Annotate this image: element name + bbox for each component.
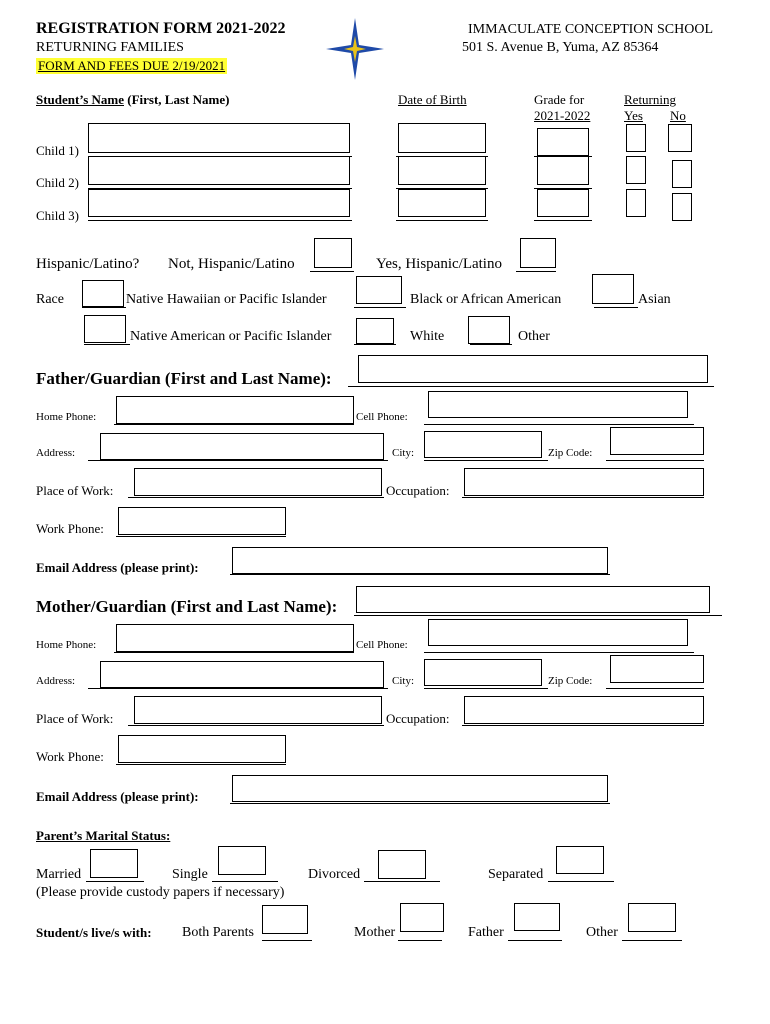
mother-work-phone-input[interactable] xyxy=(118,735,286,763)
returning-no-header: No xyxy=(670,108,686,123)
mother-name-input[interactable] xyxy=(356,586,710,613)
child-3-returning-no-checkbox[interactable] xyxy=(672,193,692,221)
father-work-phone-label: Work Phone: xyxy=(36,521,104,536)
mother-occupation-input[interactable] xyxy=(464,696,704,724)
yes-hispanic-label: Yes, Hispanic/Latino xyxy=(376,256,502,272)
student-name-header: Student’s Name (First, Last Name) xyxy=(36,92,230,107)
father-name-input[interactable] xyxy=(358,355,708,383)
race-black-label: Black or African American xyxy=(410,292,562,307)
lives-with-other-label: Other xyxy=(586,925,618,940)
marital-married-label: Married xyxy=(36,867,82,882)
race-asian-checkbox[interactable] xyxy=(592,274,634,304)
child-1-returning-yes-checkbox[interactable] xyxy=(626,124,646,152)
father-heading: Father/Guardian (First and Last Name): xyxy=(36,369,332,388)
star-logo-icon xyxy=(326,18,384,80)
mother-address-input[interactable] xyxy=(100,661,384,688)
child-1-grade-input[interactable] xyxy=(537,128,589,156)
race-native-american-label: Native American or Pacific Islander xyxy=(130,329,332,344)
father-work-place-label: Place of Work: xyxy=(36,483,114,498)
father-work-place-input[interactable] xyxy=(134,468,382,496)
lives-with-both-checkbox[interactable] xyxy=(262,905,308,934)
marital-single-label: Single xyxy=(172,867,208,882)
child-1-label: Child 1) xyxy=(36,143,79,158)
mother-work-phone-label: Work Phone: xyxy=(36,749,104,764)
father-email-input[interactable] xyxy=(232,547,608,574)
child-3-label: Child 3) xyxy=(36,208,79,223)
mother-cell-phone-input[interactable] xyxy=(428,619,688,646)
father-work-phone-input[interactable] xyxy=(118,507,286,535)
mother-work-place-input[interactable] xyxy=(134,696,382,724)
form-title: REGISTRATION FORM 2021-2022 xyxy=(36,20,286,37)
school-name: IMMACULATE CONCEPTION SCHOOL xyxy=(468,22,714,37)
race-other-checkbox[interactable] xyxy=(468,316,510,344)
father-email-label: Email Address (please print): xyxy=(36,560,199,575)
grade-header: Grade for xyxy=(534,92,585,107)
father-city-label: City: xyxy=(392,447,415,459)
mother-address-label: Address: xyxy=(36,675,76,687)
race-other-label: Other xyxy=(518,329,550,344)
father-city-input[interactable] xyxy=(424,431,542,458)
child-2-label: Child 2) xyxy=(36,175,79,190)
marital-divorced-label: Divorced xyxy=(308,867,361,882)
child-1-dob-input[interactable] xyxy=(398,123,486,153)
father-occupation-label: Occupation: xyxy=(386,483,450,498)
child-2-grade-input[interactable] xyxy=(537,156,589,185)
mother-city-label: City: xyxy=(392,675,415,687)
yes-hispanic-checkbox[interactable] xyxy=(520,238,556,268)
lives-with-both-label: Both Parents xyxy=(182,925,254,940)
race-label: Race xyxy=(36,292,64,307)
returning-header: Returning xyxy=(624,92,676,107)
custody-note: (Please provide custody papers if necessary) xyxy=(36,885,285,900)
hispanic-question: Hispanic/Latino? xyxy=(36,256,140,272)
child-1-name-input[interactable] xyxy=(88,123,350,153)
lives-with-mother-label: Mother xyxy=(354,925,396,940)
child-1-returning-no-checkbox[interactable] xyxy=(668,124,692,152)
marital-married-checkbox[interactable] xyxy=(90,849,138,878)
race-native-hawaiian-label: Native Hawaiian or Pacific Islander xyxy=(126,292,327,307)
form-subtitle: RETURNING FAMILIES xyxy=(36,40,184,55)
marital-status-heading: Parent’s Marital Status: xyxy=(36,828,171,843)
dob-header: Date of Birth xyxy=(398,92,467,107)
lives-with-father-label: Father xyxy=(468,925,504,940)
child-3-grade-input[interactable] xyxy=(537,189,589,217)
child-2-returning-yes-checkbox[interactable] xyxy=(626,156,646,184)
returning-yes-header: Yes xyxy=(624,108,643,123)
marital-divorced-checkbox[interactable] xyxy=(378,850,426,879)
mother-work-place-label: Place of Work: xyxy=(36,711,114,726)
mother-zip-input[interactable] xyxy=(610,655,704,683)
race-black-checkbox[interactable] xyxy=(356,276,402,304)
not-hispanic-label: Not, Hispanic/Latino xyxy=(168,256,295,272)
lives-with-father-checkbox[interactable] xyxy=(514,903,560,931)
child-3-dob-input[interactable] xyxy=(398,189,486,217)
mother-email-input[interactable] xyxy=(232,775,608,802)
child-3-name-input[interactable] xyxy=(88,189,350,217)
marital-separated-checkbox[interactable] xyxy=(556,846,604,874)
mother-heading: Mother/Guardian (First and Last Name): xyxy=(36,597,338,616)
mother-home-phone-input[interactable] xyxy=(116,624,354,652)
mother-city-input[interactable] xyxy=(424,659,542,686)
child-2-dob-input[interactable] xyxy=(398,156,486,185)
mother-cell-phone-label: Cell Phone: xyxy=(356,639,408,651)
mother-occupation-label: Occupation: xyxy=(386,711,450,726)
not-hispanic-checkbox[interactable] xyxy=(314,238,352,268)
child-2-returning-no-checkbox[interactable] xyxy=(672,160,692,188)
father-address-label: Address: xyxy=(36,447,76,459)
father-zip-label: Zip Code: xyxy=(548,447,593,459)
lives-with-label: Student/s live/s with: xyxy=(36,925,152,940)
race-native-american-checkbox[interactable] xyxy=(84,315,126,343)
race-white-label: White xyxy=(410,329,445,344)
father-cell-phone-input[interactable] xyxy=(428,391,688,418)
child-3-returning-yes-checkbox[interactable] xyxy=(626,189,646,217)
mother-email-label: Email Address (please print): xyxy=(36,789,199,804)
mother-home-phone-label: Home Phone: xyxy=(36,639,97,651)
race-white-checkbox[interactable] xyxy=(356,318,394,344)
race-native-hawaiian-checkbox[interactable] xyxy=(82,280,124,307)
due-date-notice: FORM AND FEES DUE 2/19/2021 xyxy=(38,58,226,73)
father-occupation-input[interactable] xyxy=(464,468,704,496)
father-zip-input[interactable] xyxy=(610,427,704,455)
father-home-phone-label: Home Phone: xyxy=(36,411,97,423)
school-address: 501 S. Avenue B, Yuma, AZ 85364 xyxy=(462,40,659,55)
father-cell-phone-label: Cell Phone: xyxy=(356,411,408,423)
lives-with-other-checkbox[interactable] xyxy=(628,903,676,932)
race-asian-label: Asian xyxy=(638,292,671,307)
mother-zip-label: Zip Code: xyxy=(548,675,593,687)
grade-year-header: 2021-2022 xyxy=(534,108,591,123)
marital-single-checkbox[interactable] xyxy=(218,846,266,875)
lives-with-mother-checkbox[interactable] xyxy=(400,903,444,932)
child-2-name-input[interactable] xyxy=(88,156,350,185)
marital-separated-label: Separated xyxy=(488,867,544,882)
father-home-phone-input[interactable] xyxy=(116,396,354,424)
father-address-input[interactable] xyxy=(100,433,384,460)
